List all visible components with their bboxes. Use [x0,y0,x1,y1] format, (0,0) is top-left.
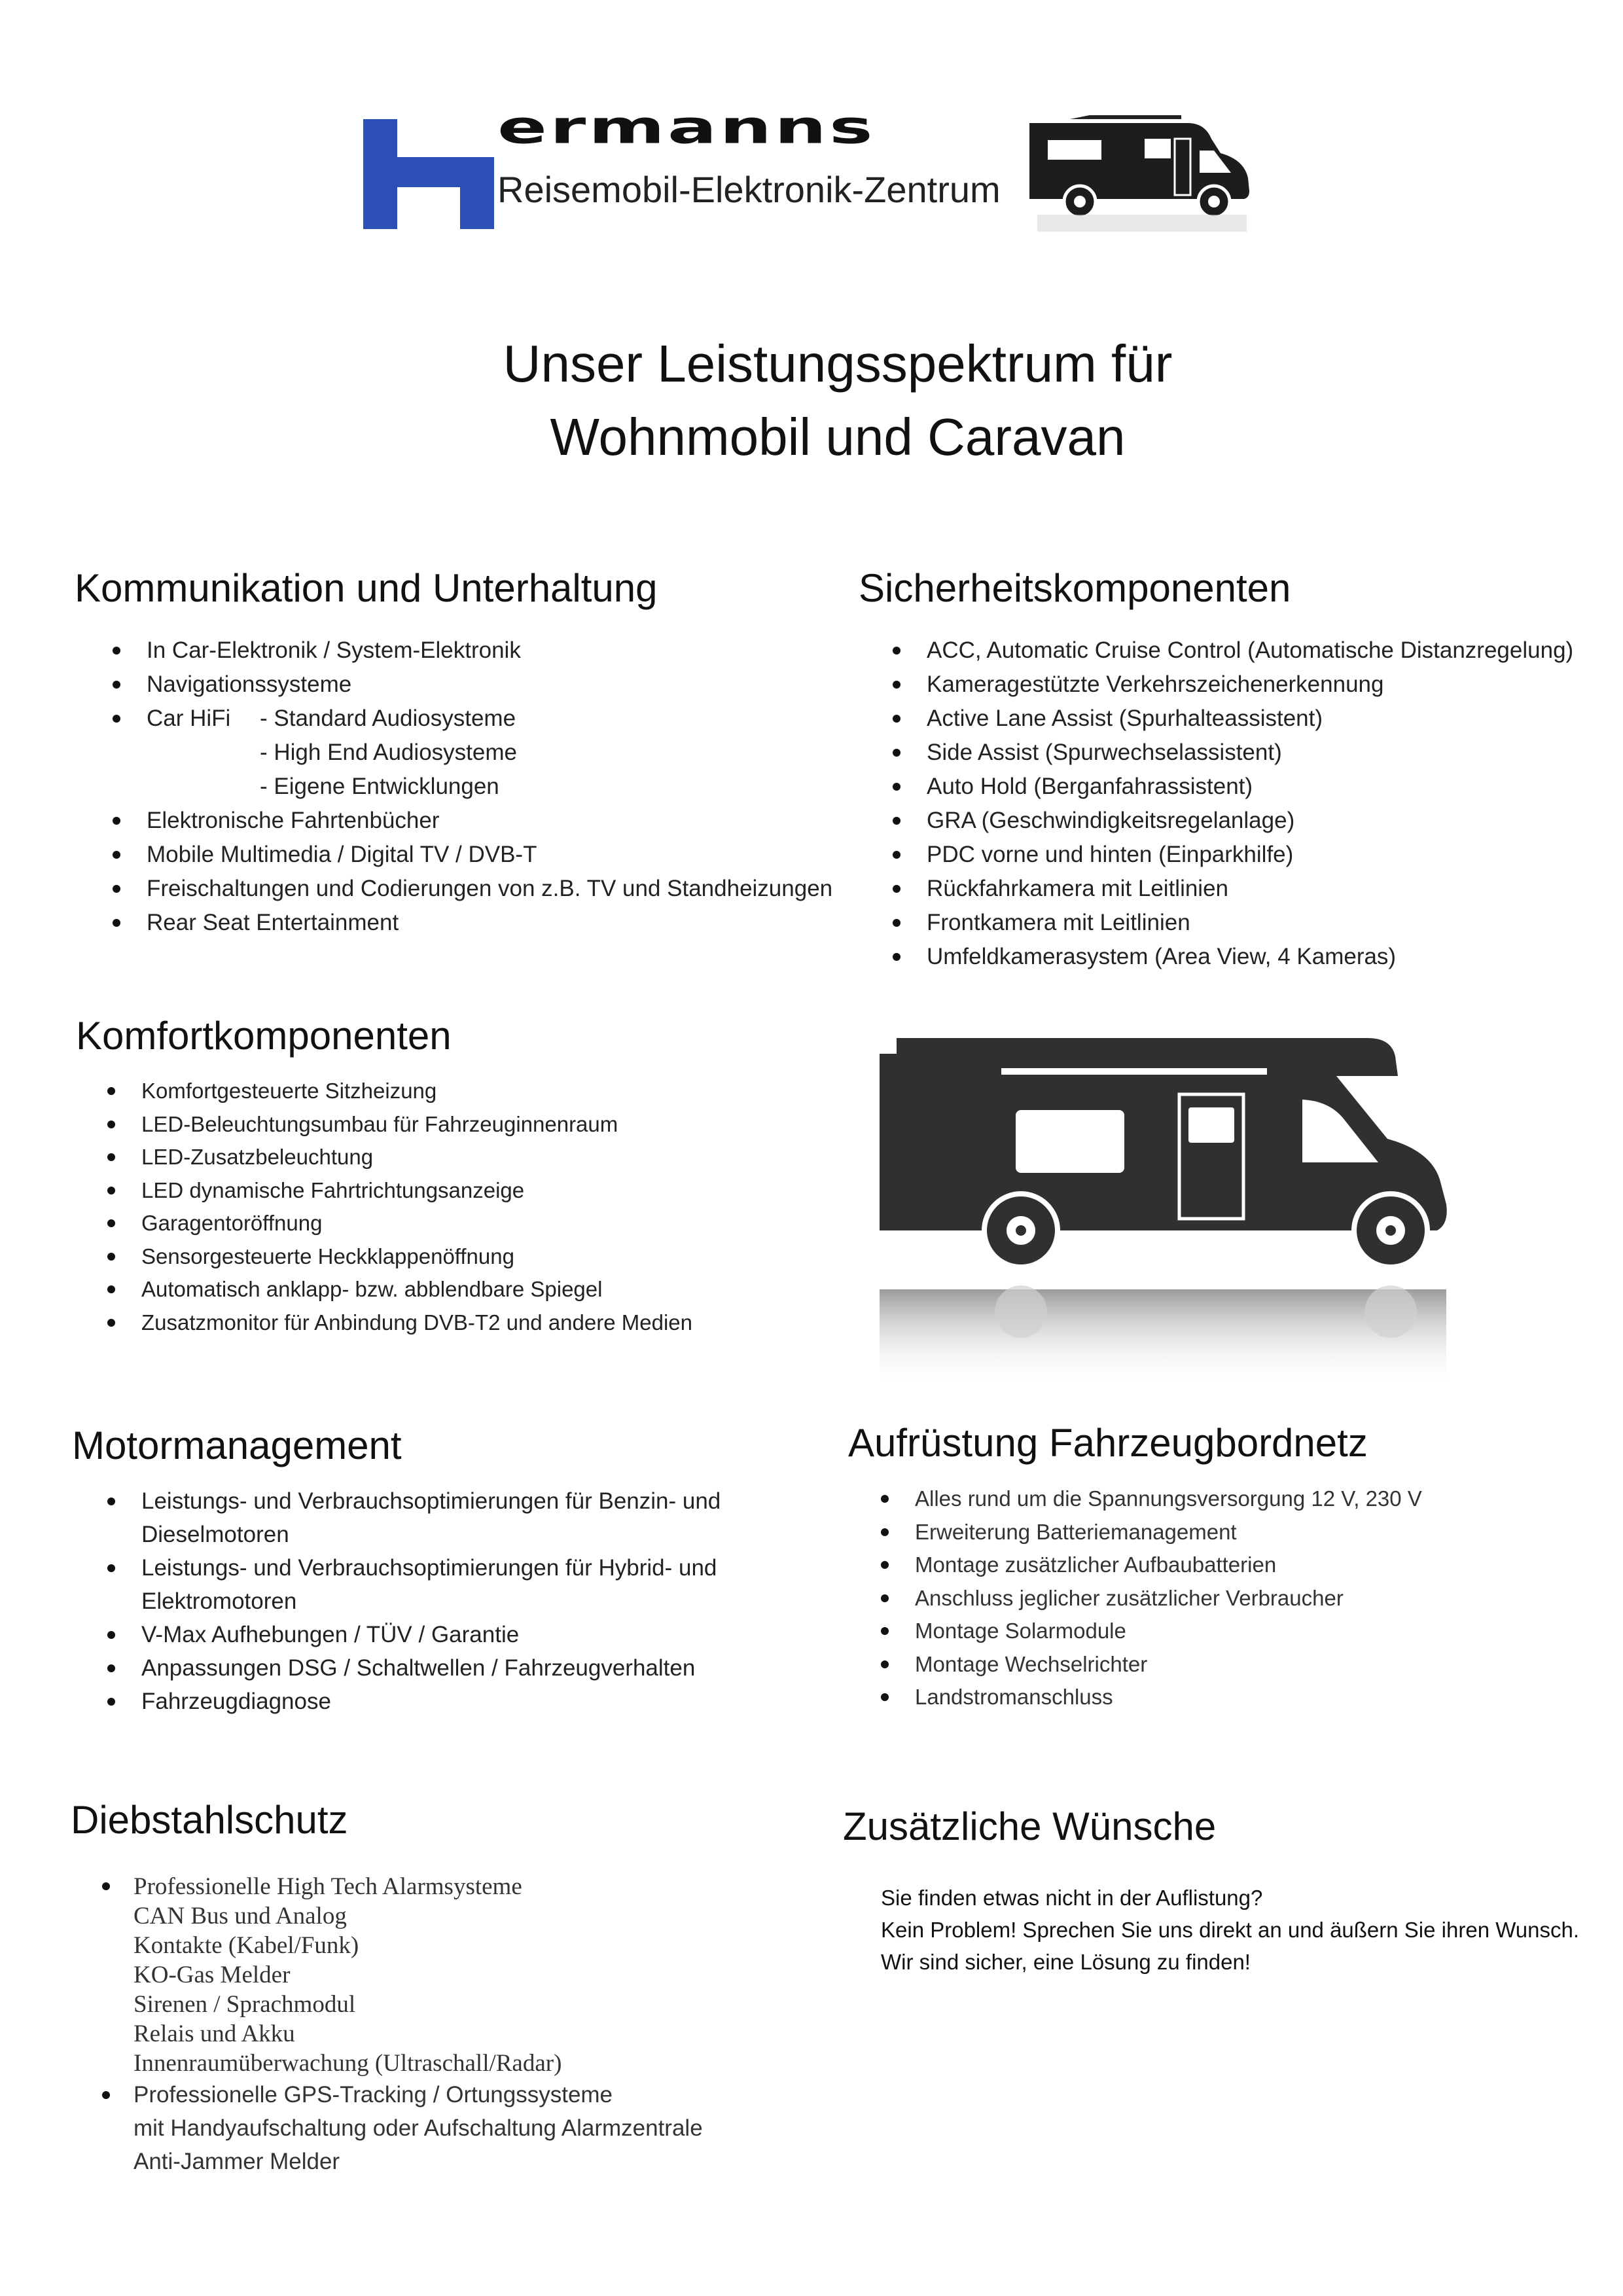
car-hifi-label: Car HiFi [147,706,231,731]
heading-diebstahl: Diebstahlschutz [71,1798,348,1842]
list-item: LED-Zusatzbeleuchtung [105,1141,890,1174]
list-item: Automatisch anklapp- bzw. abblendbare Spiegel [105,1273,890,1306]
heading-zusaetzlich: Zusätzliche Wünsche [843,1804,1217,1848]
list-item: Kameragestützte Verkehrszeichenerkennung [890,668,1610,702]
list-item: Mobile Multimedia / Digital TV / DVB-T [110,838,849,872]
list-diebstahl [98,1872,883,2178]
alarm-line: Professionelle High Tech Alarmsysteme [134,1873,522,1900]
heading-sicherheit: Sicherheitskomponenten [859,566,1291,610]
logo-wordmark: ermanns [497,101,876,154]
text-line: Wir sind sicher, eine Lösung zu finden! [881,1950,1251,1974]
company-logo [363,101,1260,236]
list-item: Rear Seat Entertainment [110,906,849,940]
alarm-line: CAN Bus und Analog [134,1903,347,1929]
list-item: Frontkamera mit Leitlinien [890,906,1610,940]
list-item: Leistungs- und Verbrauchsoptimierungen für Hybrid- und Elektromotoren [105,1551,812,1618]
list-komfort [105,1075,890,1339]
text-line: Kein Problem! Sprechen Sie uns direkt an und äußern Sie ihren Wunsch. [881,1918,1579,1942]
list-item: Anschluss jeglicher zusätzlicher Verbraucher [878,1582,1598,1615]
list-item: Fahrzeugdiagnose [105,1685,812,1718]
gps-line: mit Handyaufschaltung oder Aufschaltung Alarmzentrale [134,2115,703,2141]
zusaetzlich-text [881,1882,1614,1978]
list-item: Elektronische Fahrtenbücher [110,804,849,838]
bullet [102,2091,110,2099]
list-item: In Car-Elektronik / System-Elektronik [110,634,849,668]
logo-h-letter [363,119,494,229]
list-item: Anpassungen DSG / Schaltwellen / Fahrzeugverhalten [105,1651,812,1685]
list-item: Rückfahrkamera mit Leitlinien [890,872,1610,906]
list-item: Zusatzmonitor für Anbindung DVB-T2 und andere Medien [105,1306,890,1340]
heading-motor: Motormanagement [72,1424,402,1467]
list-item: Side Assist (Spurwechselassistent) [890,736,1610,770]
page-title [0,327,1623,474]
list-aufruestung [878,1482,1598,1714]
list-item: Auto Hold (Berganfahrassistent) [890,770,1610,804]
car-hifi-sub-1: - Standard Audiosysteme [260,706,516,731]
logo-subtitle: Reisemobil-Elektronik-Zentrum [497,169,1001,210]
list-item: Leistungs- und Verbrauchsoptimierungen für Benzin- und Dieselmotoren [105,1484,812,1551]
car-hifi-sub-2: - High End Audiosysteme [260,740,517,765]
list-item: Garagentoröffnung [105,1207,890,1240]
list-item: Montage zusätzlicher Aufbaubatterien [878,1549,1598,1582]
logo-van-icon [1024,110,1253,234]
list-item: LED dynamische Fahrtrichtungsanzeige [105,1174,890,1208]
gps-line: Professionelle GPS-Tracking / Ortungssysteme [134,2082,613,2108]
car-hifi-sub-3: - Eigene Entwicklungen [260,774,499,799]
alarm-line: Kontakte (Kabel/Funk) [134,1932,359,1959]
list-item: Navigationssysteme [110,668,849,702]
alarm-line: KO-Gas Melder [134,1962,291,1988]
text-line: Sie finden etwas nicht in der Auflistung? [881,1886,1263,1910]
heading-kommunikation: Kommunikation und Unterhaltung [75,566,658,610]
title-line-2: Wohnmobil und Caravan [550,408,1126,466]
alarm-line: Sirenen / Sprachmodul [134,1991,356,2018]
list-item: ACC, Automatic Cruise Control (Automatische Distanzregelung) [890,634,1610,668]
list-kommunikation [110,634,849,940]
list-item: Umfeldkamerasystem (Area View, 4 Kameras) [890,940,1610,974]
camper-van-illustration [870,1034,1479,1401]
list-item: Montage Solarmodule [878,1615,1598,1648]
list-item: Erweiterung Batteriemanagement [878,1516,1598,1549]
list-sicherheit [890,634,1610,974]
title-line-1: Unser Leistungsspektrum für [503,334,1173,393]
list-item: Alles rund um die Spannungsversorgung 12 V, 230 V [878,1482,1598,1516]
list-item: PDC vorne und hinten (Einparkhilfe) [890,838,1610,872]
list-item-alarm [98,1872,883,2078]
list-item: Montage Wechselrichter [878,1648,1598,1681]
list-item: Active Lane Assist (Spurhalteassistent) [890,702,1610,736]
gps-line: Anti-Jammer Melder [134,2149,340,2174]
list-item-gps [98,2078,883,2178]
alarm-line: Innenraumüberwachung (Ultraschall/Radar) [134,2050,562,2077]
list-item: Freischaltungen und Codierungen von z.B. TV und Standheizungen [110,872,849,906]
heading-komfort: Komfortkomponenten [76,1014,452,1058]
list-item: GRA (Geschwindigkeitsregelanlage) [890,804,1610,838]
bullet [102,1882,110,1890]
list-item: LED-Beleuchtungsumbau für Fahrzeuginnenraum [105,1108,890,1141]
alarm-line: Relais und Akku [134,2020,295,2047]
list-item: Komfortgesteuerte Sitzheizung [105,1075,890,1108]
list-item: Landstromanschluss [878,1681,1598,1714]
heading-aufruestung: Aufrüstung Fahrzeugbordnetz [848,1421,1368,1465]
list-motor [105,1484,812,1718]
list-item: V-Max Aufhebungen / TÜV / Garantie [105,1618,812,1651]
list-item-car-hifi [110,702,849,804]
list-item: Sensorgesteuerte Heckklappenöffnung [105,1240,890,1274]
